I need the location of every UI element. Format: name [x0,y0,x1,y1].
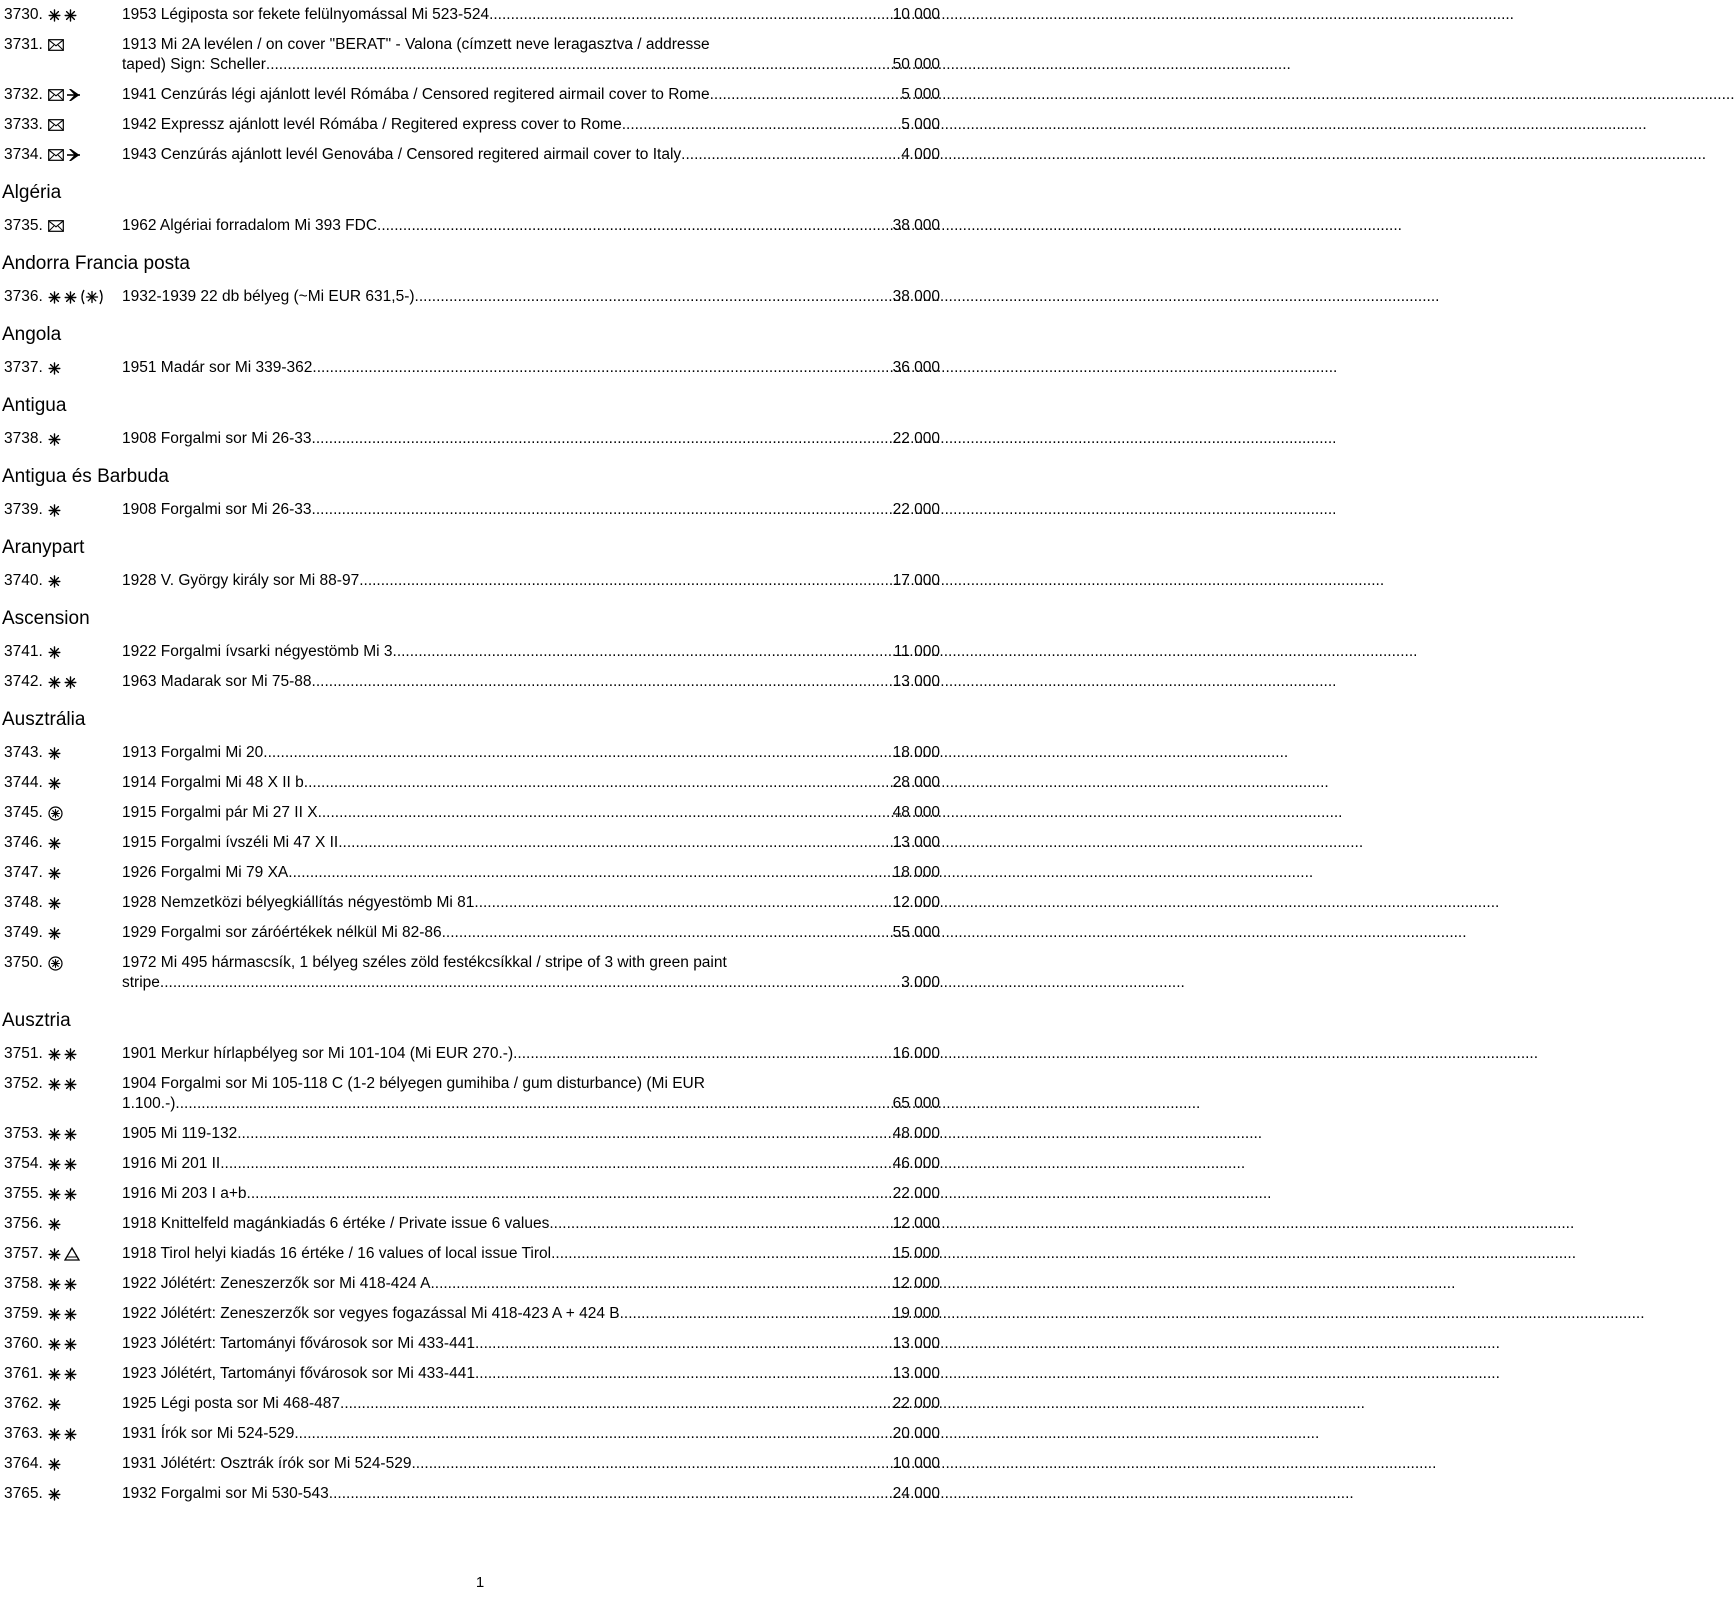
lot-price: 65 000 [892,1095,940,1112]
lot-row [2,1239,940,1269]
lot-price: 24 000 [892,1485,940,1502]
envelope-icon [48,149,64,161]
section-heading: Angola [2,324,62,345]
mnh-star-icon [64,1048,77,1061]
condition-icons [48,743,61,763]
lot-price: 13 000 [892,1335,940,1352]
dot-leader [622,115,902,135]
condition-icons [48,85,81,105]
lot-description: 1915 Forgalmi pár Mi 27 II X [122,804,318,821]
lot-price: 36 000 [892,359,940,376]
mnh-star-icon [64,1128,77,1141]
condition-icons [48,923,61,943]
lot-row [2,282,940,312]
lot-row [2,948,940,998]
lot-number: 3759. [4,1305,43,1322]
lot-description: 1943 Cenzúrás ajánlott levél Genovába / Censored regitered airmail cover to Italy [122,146,682,163]
lot-description: 1922 Jólétért: Zeneszerzők sor vegyes fogazással Mi 418-423 A + 424 B [122,1305,620,1322]
mnh-star-icon [64,1338,77,1351]
condition-icons [48,642,61,662]
mnh-star-icon [48,9,61,22]
condition-icons [48,1274,77,1294]
lot-price: 13 000 [892,673,940,690]
lot-row [2,1069,940,1119]
dot-leader [294,1424,892,1444]
condition-icons [48,953,63,973]
lot-row [2,1119,940,1149]
mnh-star-icon [48,1368,61,1381]
lot-description: 1926 Forgalmi Mi 79 XA [122,864,289,881]
condition-icons [48,893,61,913]
lot-price: 38 000 [892,288,940,305]
lot-row [2,424,940,454]
lot-number: 3751. [4,1045,43,1062]
dot-leader [160,973,901,993]
mnh-star-icon [48,1428,61,1441]
lot-number: 3746. [4,834,43,851]
lot-description: 1932 Forgalmi sor Mi 530-543 [122,1485,329,1502]
mnh-star-icon [48,1398,61,1411]
dot-leader [247,1184,893,1204]
lot-price: 13 000 [892,834,940,851]
mnh-star-icon [64,1368,77,1381]
lot-row [2,1329,940,1359]
lot-number: 3740. [4,572,43,589]
lot-description: 1908 Forgalmi sor Mi 26-33 [122,430,312,447]
section-heading: Aranypart [2,537,85,558]
lot-price: 17 000 [892,572,940,589]
lot-row [2,80,940,110]
lot-description: 1908 Forgalmi sor Mi 26-33 [122,501,312,518]
mnh-star-icon [48,837,61,850]
mnh-star-icon [64,9,77,22]
section-heading: Antigua [2,395,67,416]
dot-leader [377,216,893,236]
dot-leader [318,803,893,823]
mnh-star-icon [48,1488,61,1501]
dot-leader [220,1154,892,1174]
envelope-icon [48,119,64,131]
lot-price: 16 000 [892,1045,940,1062]
lot-description: 1931 Jólétért: Osztrák írók sor Mi 524-529 [122,1455,412,1472]
lot-row [2,918,940,948]
lot-number: 3758. [4,1275,43,1292]
lot-row [2,30,940,80]
mnh-star-icon [48,291,61,304]
condition-icons [48,358,61,378]
condition-icons [48,571,61,591]
lot-price: 15 000 [892,1245,940,1262]
lot-description: 1951 Madár sor Mi 339-362 [122,359,313,376]
lot-price: 10 000 [892,1455,940,1472]
condition-icons [48,803,63,823]
mnh-star-icon [48,433,61,446]
lot-description: 1916 Mi 203 I a+b [122,1185,247,1202]
dot-leader [681,145,901,165]
lot-number: 3753. [4,1125,43,1142]
lot-row [2,888,940,918]
condition-icons [48,863,61,883]
lot-price: 13 000 [892,1365,940,1382]
lot-description: taped) Sign: Scheller [122,56,266,73]
lot-price: 48 000 [892,804,940,821]
lot-description: 1915 Forgalmi ívszéli Mi 47 X II [122,834,339,851]
lot-row [2,1039,940,1069]
lot-description: 1913 Forgalmi Mi 20 [122,744,264,761]
lot-number: 3743. [4,744,43,761]
section-heading: Ausztria [2,1010,71,1031]
dot-leader [620,1304,893,1324]
lot-row [2,110,940,140]
lot-row [2,637,940,667]
lot-price: 55 000 [892,924,940,941]
lot-row [2,858,940,888]
lot-description: 1953 Légiposta sor fekete felülnyomással Mi 523-524 [122,6,490,23]
mnh-star-icon [48,1188,61,1201]
lot-row [2,1209,940,1239]
lot-number: 3762. [4,1395,43,1412]
mnh-star-icon [48,362,61,375]
section-heading: Algéria [2,182,62,203]
lot-row [2,495,940,525]
lot-description: 1942 Expressz ajánlott levél Rómába / Regitered express cover to Rome [122,116,622,133]
lot-description: 1922 Jólétért: Zeneszerzők sor Mi 418-424 A [122,1275,431,1292]
condition-icons [48,1364,77,1384]
dot-leader [340,1394,893,1414]
lot-row [2,1179,940,1209]
dot-leader [359,571,892,591]
lot-price: 5 000 [901,116,940,133]
lot-description: 1928 V. György király sor Mi 88-97 [122,572,360,589]
mnh-star-icon [48,1308,61,1321]
catalog-page [2,0,940,1509]
lot-description: 1916 Mi 201 II [122,1155,221,1172]
mnh-star-icon [48,927,61,940]
lot-number: 3733. [4,116,43,133]
mnh-star-icon [48,1248,61,1261]
condition-icons [48,1244,80,1264]
envelope-icon [48,39,64,51]
lot-row [2,798,940,828]
mnh-star-icon [48,1338,61,1351]
lot-number: 3755. [4,1185,43,1202]
postmark-circle-icon [48,806,63,821]
airplane-icon [67,88,81,102]
lot-number: 3739. [4,501,43,518]
triangle-icon [64,1247,80,1261]
condition-icons [48,1184,77,1204]
airplane-icon [67,148,81,162]
lot-price: 12 000 [892,1215,940,1232]
lot-description: 1932-1939 22 db bélyeg (~Mi EUR 631,5-) [122,288,415,305]
dot-leader [411,1454,892,1474]
lot-price: 46 000 [892,1155,940,1172]
dot-leader [304,773,893,793]
dot-leader [430,1274,892,1294]
lot-number: 3760. [4,1335,43,1352]
lot-row [2,1359,940,1389]
lot-description: 1918 Knittelfeld magánkiadás 6 értéke / Private issue 6 values [122,1215,550,1232]
lot-price: 19 000 [892,1305,940,1322]
condition-icons [48,35,64,55]
section-heading: Ascension [2,608,90,629]
lot-row [2,1299,940,1329]
condition-icons [48,1074,77,1094]
lot-row [2,738,940,768]
condition-icons [48,672,77,692]
lot-number: 3747. [4,864,43,881]
mnh-star-icon [48,777,61,790]
postmark-circle-icon [48,956,63,971]
lot-row [2,1449,940,1479]
section-heading: Ausztrália [2,709,86,730]
lot-number: 3763. [4,1425,43,1442]
lot-description: 1941 Cenzúrás légi ajánlott levél Rómába / Censored regitered airmail cover to Rome [122,86,710,103]
lot-number: 3737. [4,359,43,376]
lot-price: 22 000 [892,1185,940,1202]
lot-row [2,211,940,241]
lot-number: 3764. [4,1455,43,1472]
mnh-star-icon [48,504,61,517]
condition-icons [48,1394,61,1414]
condition-icons [48,145,81,165]
condition-icons [48,287,104,307]
condition-icons [48,1154,77,1174]
lot-description: 1931 Írók sor Mi 524-529 [122,1425,295,1442]
mnh-star-icon [48,676,61,689]
dot-leader [415,287,893,307]
mnh-star-icon [48,867,61,880]
mnh-star-icon [64,1188,77,1201]
dot-leader [549,1214,892,1234]
lot-price: 18 000 [892,864,940,881]
lot-price: 3 000 [901,974,940,991]
lot-price: 5 000 [901,86,940,103]
lot-number: 3731. [4,36,43,53]
lot-price: 22 000 [892,1395,940,1412]
lot-row [2,140,940,170]
dot-leader [312,672,893,692]
lot-description-first-line: 1913 Mi 2A levélen / on cover "BERAT" - Valona (címzett neve leragasztva / addresse [122,36,710,53]
mnh-star-icon [48,1278,61,1291]
condition-icons [48,1044,77,1064]
condition-icons [48,500,61,520]
dot-leader [442,923,893,943]
dot-leader [551,1244,893,1264]
lot-row [2,828,940,858]
condition-icons [48,1124,77,1144]
lot-number: 3744. [4,774,43,791]
lot-price: 50 000 [892,56,940,73]
dot-leader [288,863,892,883]
section-heading: Antigua és Barbuda [2,466,169,487]
condition-icons [48,773,61,793]
lot-price: 20 000 [892,1425,940,1442]
lot-description: 1922 Forgalmi ívsarki négyestömb Mi 3 [122,643,393,660]
lot-number: 3750. [4,954,43,971]
lot-row [2,1389,940,1419]
lot-description: 1929 Forgalmi sor záróértékek nélkül Mi 82-86 [122,924,442,941]
lot-number: 3752. [4,1075,43,1092]
dot-leader [329,1484,893,1504]
lot-number: 3741. [4,643,43,660]
lot-number: 3754. [4,1155,43,1172]
mnh-star-icon [48,1078,61,1091]
dot-leader [312,358,892,378]
lot-price: 38 000 [892,217,940,234]
hinged-star-icon [80,289,104,305]
lot-price: 11 000 [893,643,940,660]
lot-price: 12 000 [892,1275,940,1292]
lot-description: 1962 Algériai forradalom Mi 393 FDC [122,217,378,234]
lot-description: stripe [122,974,160,991]
condition-icons [48,1424,77,1444]
lot-number: 3745. [4,804,43,821]
lot-row [2,667,940,697]
lot-row [2,0,940,30]
condition-icons [48,833,61,853]
mnh-star-icon [64,1158,77,1171]
condition-icons [48,1454,61,1474]
lot-description: 1905 Mi 119-132 [122,1125,238,1142]
lot-description: 1928 Nemzetközi bélyegkiállítás négyestömb Mi 81 [122,894,475,911]
lot-price: 10 000 [892,6,940,23]
dot-leader [338,833,892,853]
lot-price: 18 000 [892,744,940,761]
dot-leader [393,642,894,662]
lot-description: 1923 Jólétért, Tartományi fővárosok sor Mi 433-441 [122,1365,475,1382]
lot-description: 1901 Merkur hírlapbélyeg sor Mi 101-104 (Mi EUR 270.-) [122,1045,514,1062]
lot-row [2,353,940,383]
mnh-star-icon [48,646,61,659]
lot-description: 1923 Jólétért: Tartományi fővárosok sor Mi 433-441 [122,1335,475,1352]
dot-leader [237,1124,892,1144]
lot-description-first-line: 1972 Mi 495 hármascsík, 1 bélyeg széles zöld festékcsíkkal / stripe of 3 with green paint [122,954,727,971]
lot-number: 3732. [4,86,43,103]
lot-number: 3761. [4,1365,43,1382]
condition-icons [48,1334,77,1354]
lot-price: 22 000 [892,430,940,447]
lot-number: 3738. [4,430,43,447]
lot-description: 1925 Légi posta sor Mi 468-487 [122,1395,341,1412]
lot-number: 3730. [4,6,43,23]
mnh-star-icon [64,291,77,304]
lot-description: 1.100.-) [122,1095,176,1112]
lot-number: 3748. [4,894,43,911]
page-number: 1 [475,1574,485,1591]
lot-number: 3736. [4,288,43,305]
condition-icons [48,216,64,236]
dot-leader [312,429,893,449]
dot-leader [513,1044,892,1064]
section-heading: Andorra Francia posta [2,253,190,274]
lot-row [2,1149,940,1179]
lot-description-first-line: 1904 Forgalmi sor Mi 105-118 C (1-2 bélyegen gumihiba / gum disturbance) (Mi EUR [122,1075,705,1092]
dot-leader [489,5,893,25]
dot-leader [312,500,893,520]
lot-description: 1918 Tirol helyi kiadás 16 értéke / 16 values of local issue Tirol [122,1245,552,1262]
lot-number: 3756. [4,1215,43,1232]
lot-price: 12 000 [892,894,940,911]
condition-icons [48,1214,61,1234]
mnh-star-icon [64,1308,77,1321]
lot-description: 1963 Madarak sor Mi 75-88 [122,673,312,690]
lot-row [2,1269,940,1299]
mnh-star-icon [48,575,61,588]
mnh-star-icon [48,1158,61,1171]
lot-description: 1914 Forgalmi Mi 48 X II b [122,774,304,791]
lot-number: 3742. [4,673,43,690]
mnh-star-icon [48,1128,61,1141]
lot-price: 22 000 [892,501,940,518]
condition-icons [48,1304,77,1324]
mnh-star-icon [48,1218,61,1231]
envelope-icon [48,89,64,101]
mnh-star-icon [64,1278,77,1291]
condition-icons [48,5,77,25]
mnh-star-icon [64,1428,77,1441]
dot-leader [475,1334,893,1354]
condition-icons [48,115,64,135]
envelope-icon [48,220,64,232]
mnh-star-icon [64,676,77,689]
lot-price: 48 000 [892,1125,940,1142]
lot-number: 3735. [4,217,43,234]
lot-row [2,1479,940,1509]
lot-row [2,768,940,798]
condition-icons [48,1484,61,1504]
dot-leader [475,1364,893,1384]
lot-row [2,1419,940,1449]
dot-leader [474,893,892,913]
mnh-star-icon [48,747,61,760]
mnh-star-icon [64,1078,77,1091]
lot-number: 3734. [4,146,43,163]
lot-price: 28 000 [892,774,940,791]
mnh-star-icon [48,1458,61,1471]
mnh-star-icon [48,897,61,910]
lot-row [2,566,940,596]
lot-number: 3757. [4,1245,43,1262]
dot-leader [263,743,892,763]
dot-leader [266,55,893,75]
dot-leader [710,85,902,105]
lot-price: 4 000 [901,146,940,163]
lot-number: 3765. [4,1485,43,1502]
mnh-star-icon [48,1048,61,1061]
condition-icons [48,429,61,449]
lot-number: 3749. [4,924,43,941]
dot-leader [175,1094,892,1114]
